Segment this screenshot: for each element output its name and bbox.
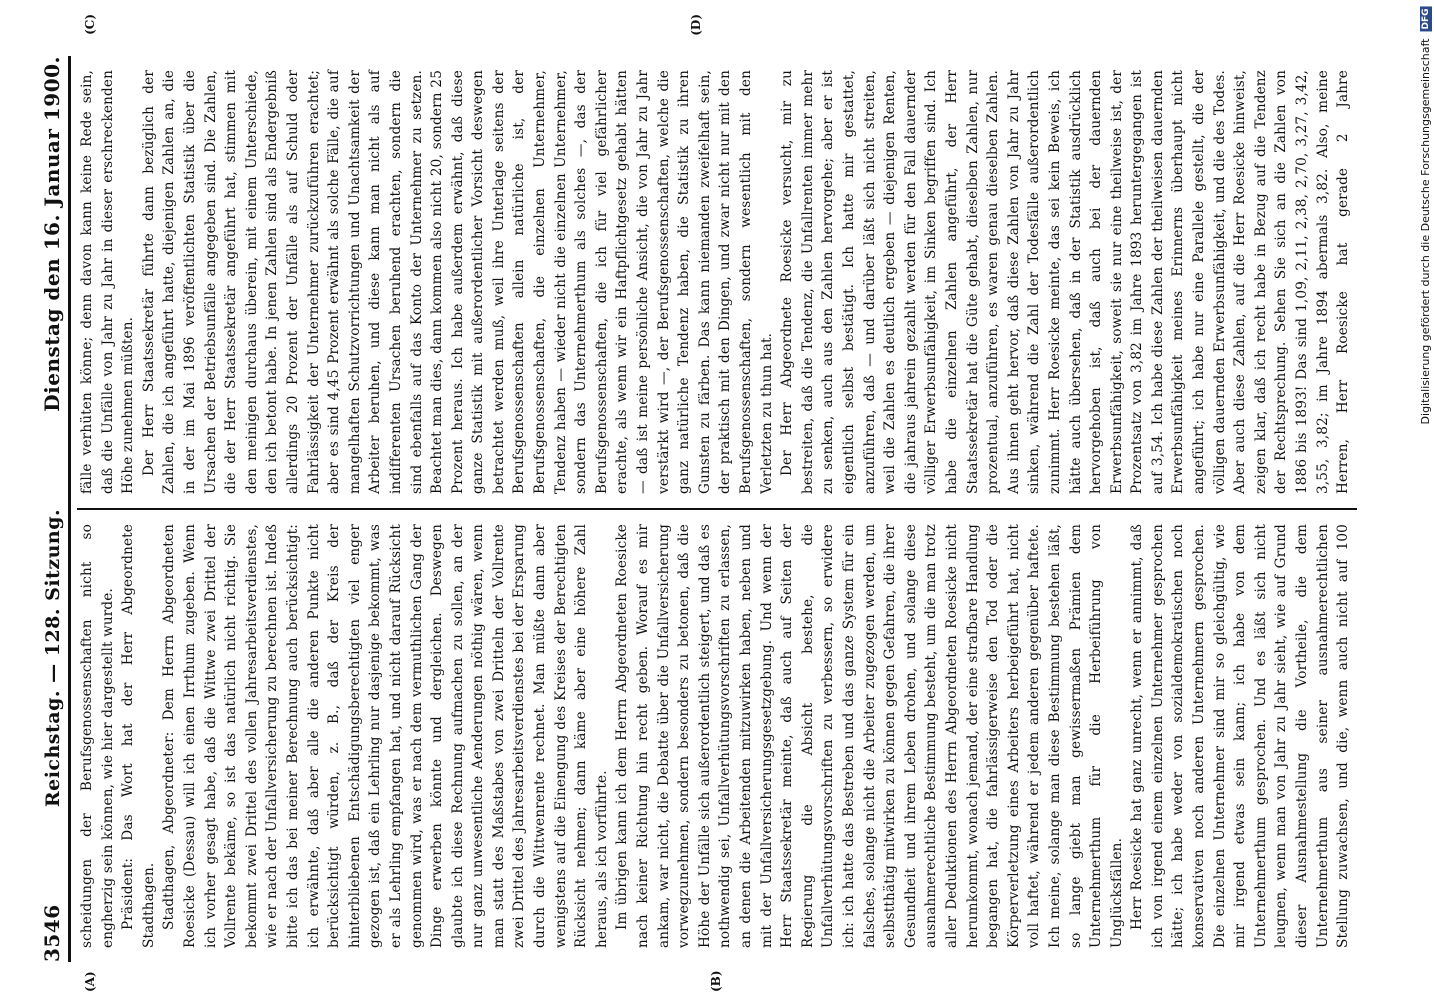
page-number: 3546: [40, 904, 64, 962]
text-columns: [77, 14, 1357, 992]
digitization-credit: [1419, 6, 1432, 424]
margin-marker-c: (C): [83, 14, 97, 35]
paragraph: Stadthagen, Abgeordneter: Dem Herrn Abgeordneten Roesicke (Dessau) will ich einen Irrthum zugeben. Wenn ich vorher gesagt habe, daß die Wittwe zwei Drittel der Vollrente bekäme, so ist das natürlich nicht richtig. Sie bekommt zwei Drittel des vollen Jahresarbeitsverdienstes, wie er nach der Unfallversicherung zu berechnen ist. Indeß bitte ich das bei meiner Berechnung auch berücksichtigt: ich erwähnte, daß aber alle die anderen Punkte nicht berücksichtigt würden, z. B., daß der Kreis der hinterbliebenen Entschädigungsberechtigten viel enger gezogen ist, daß ein Lehrling nur dasjenige bekommt, was er als Lehrling empfangen hat, und nicht darauf Rücksicht genommen wird, was er nach dem vermuthlichen Gang der Dinge erwerben könnte und dergleichen. Deswegen glaubte ich diese Rechnung aufmachen zu sollen, an der nur ganz unwesentliche Aenderungen nöthig wären, wenn man statt des Maßstabes von zwei Dritteln der Vollrente zwei Drittel des Jahresarbeitsverdienstes bei der Ersparung durch die Wittwenrente rechnet. Man müßte dann aber wenigstens auf die Einengung des Kreises der Berechtigten Rücksicht nehmen; dann käme aber eine höhere Zahl heraus, als ich vorführte.: [161, 524, 610, 948]
session-title: Reichstag. — 128. Sitzung.: [42, 508, 64, 808]
right-column: [77, 56, 1357, 508]
paragraph: Im übrigen kann ich dem Herrn Abgeordneten Roesicke nach keiner Richtung hin recht geben. Worauf es mir ankam, war nicht, die Debatte über die Unfallversicherung vorwegzunehmen, sondern besonders zu betonen, daß die Höhe der Unfälle sich außerordentlich steigert, und daß es nothwendig sei, Unfallverhütungsvorschriften zu erlassen, an denen die Arbeitenden mitzuwirken haben, neben und mit der Unfallversicherungsgesetzgebung. Und wenn der Herr Staatssekretär meinte, daß auch auf Seiten der Regierung die Absicht bestehe, die Unfallverhütungsvorschriften zu verbessern, so erwidere ich: ich hatte das Bestreben und das ganze System für ein falsches, solange nicht die Arbeiter zugezogen werden, um selbstthätig mitwirken zu können gegen Gefahren, die ihrer Gesundheit und ihrem Leben drohen, und solange diese ausnahmerechtliche Bestimmung besteht, um die man trotz aller Deduktionen des Herrn Abgeordneten Roesicke nicht herumkommt, wonach jemand, der eine strafbare Handlung begangen hat, die fahrlässigerweise den Tod oder die Körperverletzung eines Arbeiters herbeigeführt hat, nicht voll haftet, während er jedem anderen gegenüber haftete. Ich meine, solange man diese Bestimmung bestehen läßt, so lange giebt man gewissermaßen Prämien dem Unternehmerthum für die Herbeiführung von Unglücksfällen.: [614, 524, 1125, 948]
paragraph: Der Herr Staatssekretär führte dann bezüglich der Zahlen, die ich angeführt hatte, diejenigen Zahlen an, die in der im Mai 1896 veröffentlichten Statistik über die Ursachen der Betriebsunfälle angegeben sind. Die Zahlen, die der Herr Staatssekretär angeführt hat, stimmen mit den meinigen durchaus überein, mit einem Unterschiede, den ich betont habe. In jenen Zahlen sind als Endergebniß allerdings 20 Prozent der Unfälle als auf Schuld oder Fahrlässigkeit der Unternehmer zurückzuführen erachtet; aber es sind 4,45 Prozent erwähnt als solche Fälle, die auf mangelhaften Schutzvorrichtungen und Unachtsamkeit der Arbeiter beruhen, und diese kann man nicht als auf indifferenten Ursachen beruhend erachten, sondern die sind ebenfalls auf das Konto der Unternehmer zu setzen. Beachtet man dies, dann kommen also nicht 20, sondern 25 Prozent heraus. Ich habe außerdem erwähnt, daß diese ganze Statistik mit außerordentlicher Vorsicht deswegen betrachtet werden muß, weil ihre Unterlage seitens der Berufsgenossenschaften allein natürliche ist, der Berufsgenossenschaften, die einzelnen Unternehmer, Tendenz haben — wieder nicht die einzelnen Unternehmer, sondern das Unternehmerthum als solches —, das der Berufsgenossenschaften, die ich für viel gefährlicher erachte, als wenn wir ein Haftpflichtgesetz gehabt hätten — daß ist meine persönliche Ansicht, die von Jahr zu Jahr verstärkt wird —, der Berufsgenossenschaften, welche die ganz natürliche Tendenz haben, die Statistik zu ihren Gunsten zu färben. Das kann niemanden zweifelhaft sein, der praktisch mit den Dingen, und zwar nicht nur mit den Berufsgenossenschaften, sondern wesentlich mit den Verletzten zu thun hat.: [140, 70, 775, 494]
credit-text: Digitalisierung gefördert durch die Deutsche Forschungsgemeinschaft: [1419, 38, 1432, 425]
dfg-logo: DFG: [1421, 8, 1431, 30]
paragraph: Präsident: Das Wort hat der Herr Abgeordnete Stadthagen.: [120, 524, 157, 948]
paragraph: Der Herr Abgeordnete Roesicke versucht, mir zu bestreiten, daß die Tendenz, die Unfallrenten immer mehr zu senken, auch aus den Zahlen hervorgehe; aber er ist eigentlich selbst bestätigt. Ich hatte mir gestattet, anzuführen, daß — und darüber läßt sich nicht streiten, weil die Zahlen es deutlich ergeben — diejenigen Renten, die jahraus jahrein gezahlt werden für den Fall dauernder völliger Erwerbsunfähigkeit, im Sinken begriffen sind. Ich habe die einzelnen Zahlen angeführt, der Herr Staatssekretär hat die Güte gehabt, dieselben Zahlen, nur prozentual, anzuführen, es waren genau dieselben Zahlen. Aus ihnen geht hervor, daß diese Zahlen von Jahr zu Jahr sinken, während die Zahl der Todesfälle außerordentlich zunimmt. Herr Roesicke meinte, das sei kein Beweis, ich hätte auch übersehen, daß in der Statistik ausdrücklich hervorgehoben ist, daß auch bei der dauernden Erwerbsunfähigkeit, soweit sie nur eine theilweise ist, der Prozentsatz von 3,82 im Jahre 1893 heruntergegangen ist auf 3,54. Ich habe diese Zahlen der theilweisen dauernden Erwerbsunfähigkeit meines Erinnerns überhaupt nicht angeführt; ich habe nur eine Parallele gestellt, die der völligen dauernden Erwerbsunfähigkeit, und die des Todes. Aber auch diese Zahlen, auf die Herr Roesicke hinweist, zeigen klar, daß ich recht habe in Bezug auf die Tendenz der Rechtsprechung. Sehen Sie sich an die Zahlen von 1886 bis 1893! Das sind 1,09, 2,11, 2,38, 2,70, 3,27, 3,42, 3,55, 3,82; im Jahre 1894 abermals 3,82. Also, meine Herren, Herr Roesicke hat gerade 2 Jahre: [779, 70, 1352, 494]
margin-marker-a: (A): [83, 971, 97, 992]
column-divider: [77, 508, 1357, 510]
margin-marker-b: (B): [709, 970, 723, 992]
page-header: [34, 56, 71, 962]
session-date: Dienstag den 16. Januar 1900.: [40, 56, 64, 412]
margin-marker-d: (D): [689, 14, 703, 36]
paragraph: fälle verhüten könne; denn davon kann keine Rede sein, daß die Unfälle von Jahr zu Jahr in dieser erschreckenden Höhe zunehmen müßten.: [79, 70, 137, 494]
paragraph: Herr Roesicke hat ganz unrecht, wenn er annimmt, daß ich von irgend einem einzelnen Unternehmer gesprochen hätte; ich habe weder von sozialdemokratischen noch konservativen noch anderen Unternehmern gesprochen. Die einzelnen Unternehmer sind mir so gleichgültig, wie mir irgend etwas sein kann; ich habe von dem Unternehmerthum gesprochen. Und es läßt sich nicht leugnen, wenn man von Jahr zu Jahr sieht, wie auf Grund dieser Ausnahmestellung die Vortheile, die dem Unternehmerthum aus seiner ausnahmerechtlichen Stellung zuwachsen, und die, wenn auch nicht auf 100: [1129, 524, 1352, 948]
left-column: [77, 510, 1357, 962]
paragraph: scheidungen der Berufsgenossenschaften nicht so engherzig sein können, wie hier dargestellt wurde.: [79, 524, 116, 948]
